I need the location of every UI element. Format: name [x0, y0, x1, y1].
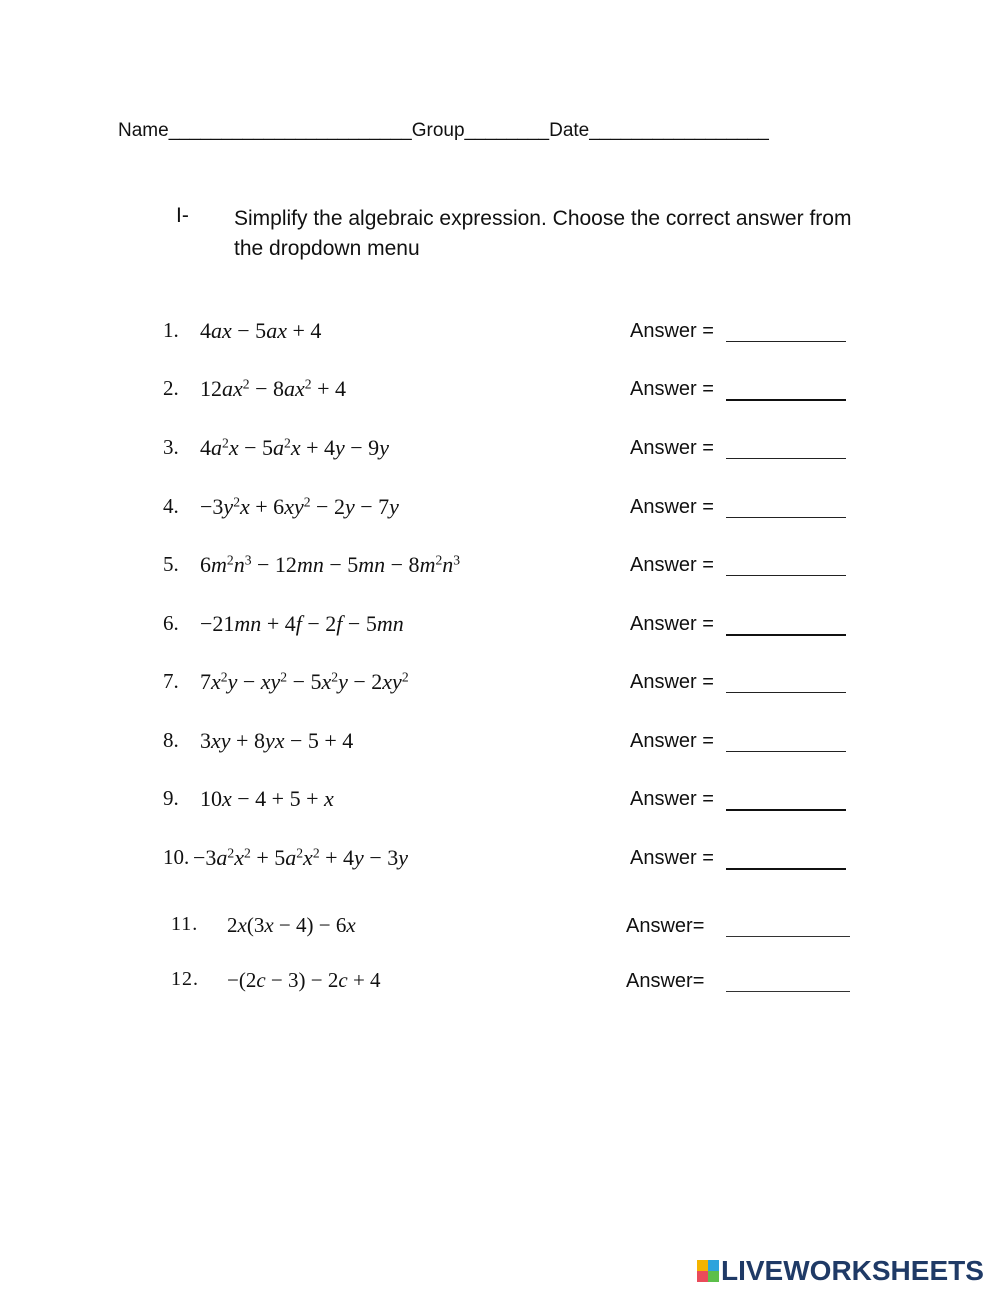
question-expression: $6m^2n^3 - 12mn - 5mn - 8m^2n^3$ — [200, 552, 461, 577]
question-number: 9. — [163, 786, 179, 810]
question-expression: 3xy + 8yx − 5 + 4 — [200, 728, 354, 753]
question-expression: 10x − 4 + 5 + x — [200, 786, 334, 811]
question-number: 12. — [171, 968, 199, 990]
question-expression: $-3y^2x + 6xy^2 - 2y - 7y$ — [200, 494, 399, 519]
answer-dropdown[interactable] — [726, 517, 846, 518]
question-expression: $7x^2y - xy^2 - 5x^2y - 2xy^2$ — [200, 669, 409, 694]
answer-dropdown[interactable] — [726, 575, 846, 576]
question-row — [163, 611, 883, 645]
question-number: 4. — [163, 494, 179, 518]
question-row — [163, 968, 883, 1002]
question-expression: $4a^2x - 5a^2x + 4y - 9y$ — [200, 435, 389, 460]
liveworksheets-logo-icon — [697, 1260, 719, 1282]
answer-dropdown[interactable] — [726, 991, 850, 992]
answer-label: Answer = — [630, 320, 714, 342]
question-row — [163, 669, 883, 703]
answer-label: Answer = — [630, 847, 714, 869]
answer-label: Answer = — [630, 554, 714, 576]
question-row — [163, 845, 883, 879]
date-label: Date — [549, 120, 590, 141]
name-label: Name — [118, 120, 169, 141]
question-number: 10. — [163, 845, 190, 869]
answer-dropdown[interactable] — [726, 868, 846, 870]
question-number: 3. — [163, 435, 179, 459]
question-row — [163, 494, 883, 528]
question-number: 11. — [171, 913, 199, 935]
group-label: Group — [411, 120, 465, 141]
liveworksheets-logo — [697, 1257, 984, 1285]
question-row — [163, 435, 883, 469]
question-row — [163, 913, 883, 947]
question-row — [163, 728, 883, 762]
answer-label: Answer = — [630, 788, 714, 810]
answer-dropdown[interactable] — [726, 809, 846, 811]
question-expression: −21mn + 4f − 2f − 5mn — [200, 611, 404, 636]
answer-dropdown[interactable] — [726, 341, 846, 342]
answer-label: Answer= — [626, 915, 705, 937]
question-expression: 2x(3x − 4) − 6x — [227, 913, 356, 937]
name-field[interactable]: _______________________ — [168, 120, 412, 141]
answer-dropdown[interactable] — [726, 399, 846, 401]
answer-dropdown[interactable] — [726, 458, 846, 459]
question-number: 6. — [163, 611, 179, 635]
group-field[interactable]: ________ — [464, 120, 550, 141]
question-number: 1. — [163, 318, 179, 342]
answer-dropdown[interactable] — [726, 634, 846, 636]
question-expression: 4ax − 5ax + 4 — [200, 318, 322, 343]
question-expression: −(2c − 3) − 2c + 4 — [227, 968, 381, 992]
answer-label: Answer = — [630, 613, 714, 635]
student-info-header — [118, 120, 769, 142]
question-expression: $12ax^2 - 8ax^2 + 4$ — [200, 376, 346, 401]
instructions-text: Simplify the algebraic expression. Choose the correct answer from the dropdown menu — [234, 207, 852, 260]
answer-dropdown[interactable] — [726, 936, 850, 937]
answer-label: Answer = — [630, 671, 714, 693]
date-field[interactable]: _________________ — [589, 120, 769, 141]
answer-label: Answer= — [626, 970, 705, 992]
answer-label: Answer = — [630, 437, 714, 459]
question-number: 8. — [163, 728, 179, 752]
answer-dropdown[interactable] — [726, 751, 846, 752]
answer-dropdown[interactable] — [726, 692, 846, 693]
question-row — [163, 552, 883, 586]
answer-label: Answer = — [630, 496, 714, 518]
answer-label: Answer = — [630, 378, 714, 400]
question-row — [163, 376, 883, 410]
question-number: 7. — [163, 669, 179, 693]
section-number: I- — [176, 204, 189, 227]
question-row — [163, 786, 883, 820]
question-number: 2. — [163, 376, 179, 400]
question-expression: $-3a^2x^2 + 5a^2x^2 + 4y - 3y$ — [193, 845, 408, 870]
question-row — [163, 318, 883, 352]
logo-text: LIVEWORKSHEETS — [721, 1255, 984, 1286]
answer-label: Answer = — [630, 730, 714, 752]
question-number: 5. — [163, 552, 179, 576]
